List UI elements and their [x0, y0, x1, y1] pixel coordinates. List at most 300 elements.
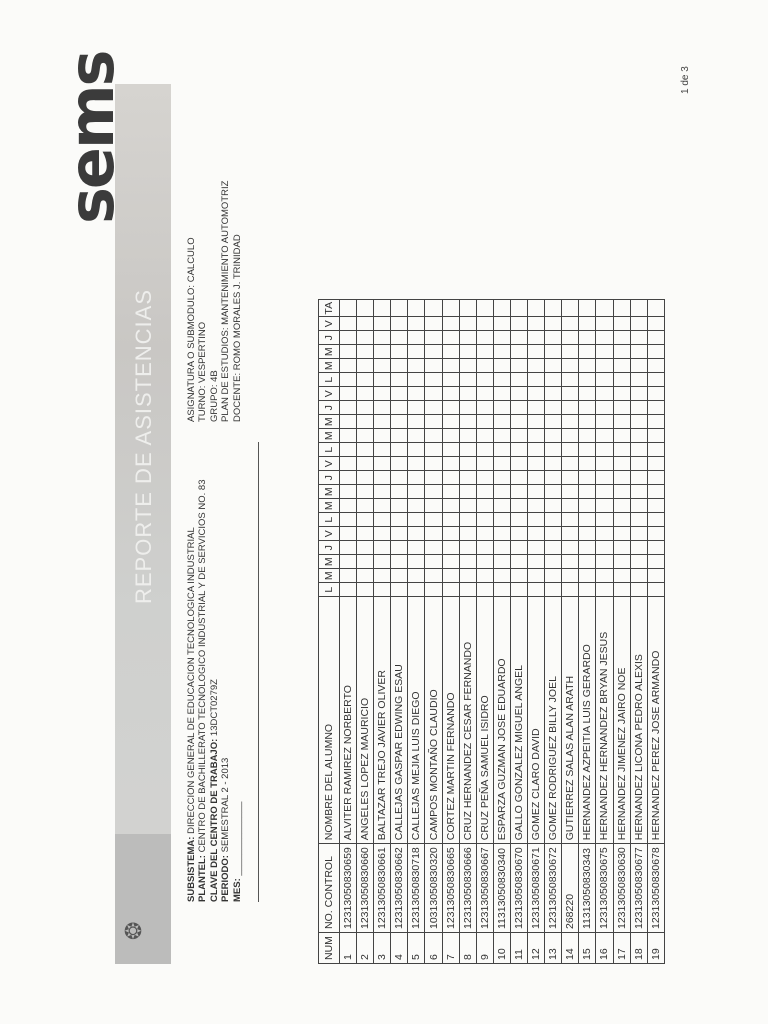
- row-num: 15: [579, 933, 596, 964]
- attendance-cell: [357, 373, 374, 387]
- plan-value: MANTENIMIENTO AUTOMOTRIZ: [220, 180, 232, 325]
- attendance-cell: [391, 443, 408, 457]
- attendance-cell: [647, 485, 664, 499]
- row-name: CORTEZ MARTIN FERNANDO: [442, 597, 459, 844]
- attendance-cell: [493, 359, 510, 373]
- attendance-cell: [579, 429, 596, 443]
- row-name: GOMEZ CLARO DAVID: [528, 597, 545, 844]
- attendance-cell: [408, 541, 425, 555]
- attendance-cell: [374, 345, 391, 359]
- attendance-cell: [596, 513, 613, 527]
- row-control: 12313050830667: [476, 844, 493, 933]
- plantel-value: CENTRO DE BACHILLERATO TECNOLOGICO INDUSTRIAL Y DE SERVICIOS NO. 83: [197, 479, 209, 853]
- row-control: 12313050830661: [374, 844, 391, 933]
- attendance-cell: [374, 555, 391, 569]
- attendance-cell: [630, 359, 647, 373]
- attendance-cell: [357, 345, 374, 359]
- attendance-cell: [459, 300, 476, 317]
- attendance-cell: [647, 513, 664, 527]
- attendance-cell: [528, 373, 545, 387]
- attendance-cell: [493, 387, 510, 401]
- attendance-cell: [562, 513, 579, 527]
- attendance-cell: [510, 513, 527, 527]
- attendance-cell: [545, 401, 562, 415]
- row-control: 12313050830665: [442, 844, 459, 933]
- clave-label: CLAVE DEL CENTRO DE TRABAJO:: [208, 738, 220, 902]
- attendance-cell: [391, 527, 408, 541]
- attendance-cell: [391, 415, 408, 429]
- attendance-cell: [579, 331, 596, 345]
- attendance-cell: [528, 401, 545, 415]
- day-header: M: [319, 569, 340, 583]
- attendance-cell: [374, 513, 391, 527]
- periodo-value: SEMESTRAL 2 - 2013: [220, 757, 232, 853]
- attendance-cell: [391, 569, 408, 583]
- attendance-cell: [596, 457, 613, 471]
- grupo-value: 4B: [208, 370, 220, 382]
- sep-logo: [115, 834, 171, 964]
- attendance-cell: [596, 373, 613, 387]
- attendance-cell: [630, 317, 647, 331]
- attendance-cell: [476, 443, 493, 457]
- attendance-cell: [493, 401, 510, 415]
- attendance-cell: [630, 471, 647, 485]
- attendance-cell: [493, 415, 510, 429]
- attendance-cell: [340, 359, 357, 373]
- attendance-cell: [562, 345, 579, 359]
- periodo-label: PERIODO:: [220, 855, 232, 902]
- attendance-cell: [613, 541, 630, 555]
- attendance-cell: [613, 569, 630, 583]
- attendance-cell: [374, 317, 391, 331]
- row-name: HERNANDEZ PEREZ JOSE ARMANDO: [647, 597, 664, 844]
- attendance-cell: [425, 471, 442, 485]
- attendance-cell: [459, 513, 476, 527]
- attendance-cell: [374, 485, 391, 499]
- attendance-cell: [425, 457, 442, 471]
- day-header: M: [319, 345, 340, 359]
- row-num: 12: [528, 933, 545, 964]
- attendance-cell: [425, 359, 442, 373]
- attendance-cell: [613, 401, 630, 415]
- attendance-cell: [374, 415, 391, 429]
- attendance-cell: [391, 345, 408, 359]
- row-control: 12313050830660: [357, 844, 374, 933]
- attendance-cell: [374, 583, 391, 597]
- attendance-cell: [493, 443, 510, 457]
- attendance-cell: [374, 499, 391, 513]
- table-row: [579, 300, 596, 964]
- mes-label: MES:: [231, 878, 243, 902]
- attendance-cell: [613, 583, 630, 597]
- attendance-cell: [408, 513, 425, 527]
- attendance-cell: [613, 443, 630, 457]
- attendance-cell: [647, 387, 664, 401]
- row-name: GUTIERREZ SALAS ALAN ARATH: [562, 597, 579, 844]
- row-name: BALTAZAR TREJO JAVIER OLIVER: [374, 597, 391, 844]
- attendance-cell: [476, 541, 493, 555]
- row-num: 2: [357, 933, 374, 964]
- attendance-cell: [408, 331, 425, 345]
- attendance-cell: [613, 429, 630, 443]
- attendance-cell: [647, 541, 664, 555]
- attendance-cell: [493, 569, 510, 583]
- day-header: M: [319, 415, 340, 429]
- day-header: J: [319, 401, 340, 415]
- attendance-cell: [340, 541, 357, 555]
- attendance-cell: [476, 471, 493, 485]
- attendance-cell: [442, 513, 459, 527]
- attendance-cell: [357, 415, 374, 429]
- col-name-header: NOMBRE DEL ALUMNO: [319, 597, 340, 844]
- row-name: ALVITER RAMIREZ NORBERTO: [340, 597, 357, 844]
- table-row: [391, 300, 408, 964]
- attendance-cell: [357, 359, 374, 373]
- docente-value: ROMO MORALES J. TRINIDAD: [231, 234, 243, 371]
- divider-line: [258, 442, 259, 902]
- attendance-cell: [425, 443, 442, 457]
- attendance-cell: [630, 331, 647, 345]
- attendance-cell: [493, 373, 510, 387]
- attendance-cell: [408, 387, 425, 401]
- attendance-cell: [374, 443, 391, 457]
- attendance-cell: [459, 541, 476, 555]
- attendance-cell: [442, 457, 459, 471]
- attendance-cell: [357, 300, 374, 317]
- attendance-cell: [630, 415, 647, 429]
- attendance-cell: [613, 485, 630, 499]
- attendance-cell: [374, 527, 391, 541]
- attendance-cell: [562, 300, 579, 317]
- attendance-cell: [425, 513, 442, 527]
- row-num: 11: [510, 933, 527, 964]
- attendance-cell: [510, 541, 527, 555]
- attendance-cell: [613, 457, 630, 471]
- attendance-cell: [562, 331, 579, 345]
- attendance-cell: [630, 373, 647, 387]
- attendance-cell: [647, 373, 664, 387]
- attendance-cell: [510, 527, 527, 541]
- attendance-cell: [596, 583, 613, 597]
- attendance-cell: [545, 359, 562, 373]
- day-header: L: [319, 373, 340, 387]
- attendance-cell: [647, 569, 664, 583]
- attendance-cell: [442, 583, 459, 597]
- attendance-cell: [374, 331, 391, 345]
- attendance-cell: [459, 317, 476, 331]
- attendance-cell: [510, 345, 527, 359]
- row-name: CAMPOS MONTAÑO CLAUDIO: [425, 597, 442, 844]
- attendance-cell: [493, 499, 510, 513]
- attendance-cell: [647, 555, 664, 569]
- attendance-cell: [391, 300, 408, 317]
- day-header: M: [319, 359, 340, 373]
- day-header: L: [319, 443, 340, 457]
- attendance-cell: [374, 401, 391, 415]
- attendance-cell: [545, 583, 562, 597]
- table-row: [425, 300, 442, 964]
- asignatura-value: CALCULO: [186, 237, 197, 283]
- attendance-cell: [408, 555, 425, 569]
- attendance-cell: [357, 513, 374, 527]
- attendance-cell: [442, 401, 459, 415]
- attendance-cell: [476, 583, 493, 597]
- table-row: [493, 300, 510, 964]
- attendance-cell: [408, 457, 425, 471]
- row-name: CALLEJAS GASPAR EDWING ESAU: [391, 597, 408, 844]
- attendance-cell: [425, 345, 442, 359]
- attendance-cell: [425, 387, 442, 401]
- attendance-cell: [476, 429, 493, 443]
- attendance-cell: [562, 569, 579, 583]
- attendance-cell: [391, 555, 408, 569]
- row-control: 12313050830630: [613, 844, 630, 933]
- attendance-cell: [647, 401, 664, 415]
- attendance-cell: [579, 555, 596, 569]
- day-header: L: [319, 583, 340, 597]
- attendance-cell: [562, 387, 579, 401]
- attendance-cell: [493, 300, 510, 317]
- attendance-cell: [596, 527, 613, 541]
- attendance-cell: [579, 401, 596, 415]
- attendance-cell: [459, 485, 476, 499]
- attendance-cell: [596, 331, 613, 345]
- row-control: 12313050830718: [408, 844, 425, 933]
- attendance-cell: [510, 387, 527, 401]
- attendance-cell: [596, 499, 613, 513]
- attendance-cell: [374, 300, 391, 317]
- attendance-cell: [408, 300, 425, 317]
- attendance-cell: [579, 345, 596, 359]
- attendance-cell: [630, 499, 647, 513]
- row-control: 268220: [562, 844, 579, 933]
- day-header: M: [319, 499, 340, 513]
- attendance-cell: [493, 317, 510, 331]
- attendance-cell: [647, 499, 664, 513]
- attendance-cell: [357, 401, 374, 415]
- attendance-cell: [357, 471, 374, 485]
- attendance-cell: [408, 429, 425, 443]
- attendance-cell: [647, 583, 664, 597]
- attendance-cell: [476, 457, 493, 471]
- attendance-cell: [528, 387, 545, 401]
- attendance-cell: [476, 300, 493, 317]
- attendance-cell: [562, 317, 579, 331]
- attendance-cell: [528, 499, 545, 513]
- attendance-cell: [596, 541, 613, 555]
- attendance-cell: [545, 555, 562, 569]
- row-control: 12313050830671: [528, 844, 545, 933]
- attendance-cell: [528, 471, 545, 485]
- attendance-cell: [442, 499, 459, 513]
- row-control: 12313050830662: [391, 844, 408, 933]
- attendance-cell: [442, 555, 459, 569]
- attendance-cell: [510, 485, 527, 499]
- table-row: [374, 300, 391, 964]
- attendance-cell: [647, 429, 664, 443]
- attendance-cell: [408, 485, 425, 499]
- attendance-cell: [340, 401, 357, 415]
- attendance-cell: [425, 331, 442, 345]
- row-name: HERNANDEZ AZPEITIA LUIS GERARDO: [579, 597, 596, 844]
- row-control: 12313050830666: [459, 844, 476, 933]
- attendance-cell: [476, 527, 493, 541]
- day-header: J: [319, 471, 340, 485]
- attendance-cell: [579, 527, 596, 541]
- attendance-cell: [528, 317, 545, 331]
- attendance-cell: [562, 471, 579, 485]
- attendance-cell: [579, 387, 596, 401]
- attendance-cell: [647, 527, 664, 541]
- attendance-cell: [408, 345, 425, 359]
- attendance-cell: [493, 513, 510, 527]
- attendance-cell: [579, 471, 596, 485]
- attendance-cell: [442, 345, 459, 359]
- attendance-cell: [545, 373, 562, 387]
- attendance-cell: [528, 541, 545, 555]
- attendance-cell: [459, 527, 476, 541]
- attendance-cell: [391, 485, 408, 499]
- attendance-cell: [493, 555, 510, 569]
- attendance-cell: [459, 555, 476, 569]
- day-header: V: [319, 527, 340, 541]
- clave-value: 13DCT0279Z: [208, 679, 220, 737]
- attendance-cell: [510, 359, 527, 373]
- attendance-cell: [630, 527, 647, 541]
- attendance-cell: [613, 300, 630, 317]
- attendance-cell: [510, 331, 527, 345]
- attendance-cell: [340, 457, 357, 471]
- row-name: HERNANDEZ HERNANDEZ BRYAN JESUS: [596, 597, 613, 844]
- attendance-cell: [493, 345, 510, 359]
- row-num: 13: [545, 933, 562, 964]
- attendance-cell: [596, 317, 613, 331]
- attendance-cell: [545, 569, 562, 583]
- attendance-cell: [459, 415, 476, 429]
- attendance-cell: [357, 387, 374, 401]
- row-num: 8: [459, 933, 476, 964]
- attendance-cell: [340, 527, 357, 541]
- attendance-cell: [545, 300, 562, 317]
- day-header: J: [319, 541, 340, 555]
- attendance-cell: [425, 541, 442, 555]
- attendance-cell: [613, 527, 630, 541]
- attendance-cell: [545, 541, 562, 555]
- attendance-cell: [528, 345, 545, 359]
- report-title: REPORTE DE ASISTENCIAS: [131, 288, 156, 604]
- row-num: 5: [408, 933, 425, 964]
- attendance-cell: [647, 471, 664, 485]
- attendance-cell: [357, 331, 374, 345]
- attendance-cell: [562, 583, 579, 597]
- attendance-cell: [613, 555, 630, 569]
- attendance-cell: [459, 471, 476, 485]
- attendance-cell: [476, 555, 493, 569]
- attendance-cell: [374, 569, 391, 583]
- attendance-cell: [647, 345, 664, 359]
- attendance-cell: [340, 331, 357, 345]
- attendance-cell: [528, 359, 545, 373]
- day-header: L: [319, 513, 340, 527]
- attendance-cell: [357, 569, 374, 583]
- attendance-cell: [391, 499, 408, 513]
- attendance-cell: [340, 415, 357, 429]
- attendance-cell: [459, 359, 476, 373]
- row-num: 19: [647, 933, 664, 964]
- attendance-cell: [528, 527, 545, 541]
- attendance-cell: [459, 443, 476, 457]
- table-row: [476, 300, 493, 964]
- attendance-cell: [442, 429, 459, 443]
- plantel-label: PLANTEL:: [197, 855, 209, 902]
- attendance-cell: [459, 457, 476, 471]
- attendance-cell: [391, 359, 408, 373]
- row-name: HERNANDEZ LICONA PEDRO ALEXIS: [630, 597, 647, 844]
- attendance-cell: [476, 485, 493, 499]
- attendance-cell: [391, 513, 408, 527]
- attendance-cell: [613, 373, 630, 387]
- table-row: [596, 300, 613, 964]
- attendance-cell: [425, 429, 442, 443]
- attendance-cell: [442, 485, 459, 499]
- attendance-cell: [442, 443, 459, 457]
- attendance-cell: [647, 331, 664, 345]
- attendance-cell: [596, 345, 613, 359]
- attendance-cell: [425, 485, 442, 499]
- attendance-cell: [613, 513, 630, 527]
- attendance-cell: [340, 317, 357, 331]
- attendance-cell: [476, 317, 493, 331]
- day-header: M: [319, 555, 340, 569]
- attendance-cell: [374, 471, 391, 485]
- page-number: 1 de 3: [680, 66, 691, 94]
- attendance-cell: [562, 555, 579, 569]
- table-header-row: [319, 300, 340, 964]
- attendance-cell: [357, 555, 374, 569]
- turno-label: TURNO:: [197, 385, 209, 422]
- row-name: GALLO GONZALEZ MIGUEL ANGEL: [510, 597, 527, 844]
- table-row: [442, 300, 459, 964]
- turno-value: VESPERTINO: [197, 321, 209, 383]
- attendance-cell: [391, 387, 408, 401]
- attendance-cell: [579, 583, 596, 597]
- attendance-cell: [340, 471, 357, 485]
- attendance-cell: [459, 387, 476, 401]
- attendance-cell: [391, 541, 408, 555]
- table-row: [545, 300, 562, 964]
- attendance-cell: [596, 569, 613, 583]
- row-control: 10313050830320: [425, 844, 442, 933]
- attendance-cell: [579, 443, 596, 457]
- attendance-cell: [545, 485, 562, 499]
- attendance-cell: [528, 583, 545, 597]
- attendance-cell: [391, 317, 408, 331]
- attendance-cell: [425, 583, 442, 597]
- attendance-cell: [545, 345, 562, 359]
- attendance-cell: [596, 415, 613, 429]
- attendance-cell: [340, 300, 357, 317]
- row-name: CRUZ HERNANDEZ CESAR FERNANDO: [459, 597, 476, 844]
- table-row: [459, 300, 476, 964]
- attendance-cell: [391, 373, 408, 387]
- row-control: 12313050830670: [510, 844, 527, 933]
- row-name: ANGELES LOPEZ MAURICIO: [357, 597, 374, 844]
- attendance-cell: [579, 499, 596, 513]
- attendance-cell: [442, 331, 459, 345]
- attendance-cell: [630, 569, 647, 583]
- attendance-cell: [442, 569, 459, 583]
- grupo-label: GRUPO:: [208, 384, 220, 422]
